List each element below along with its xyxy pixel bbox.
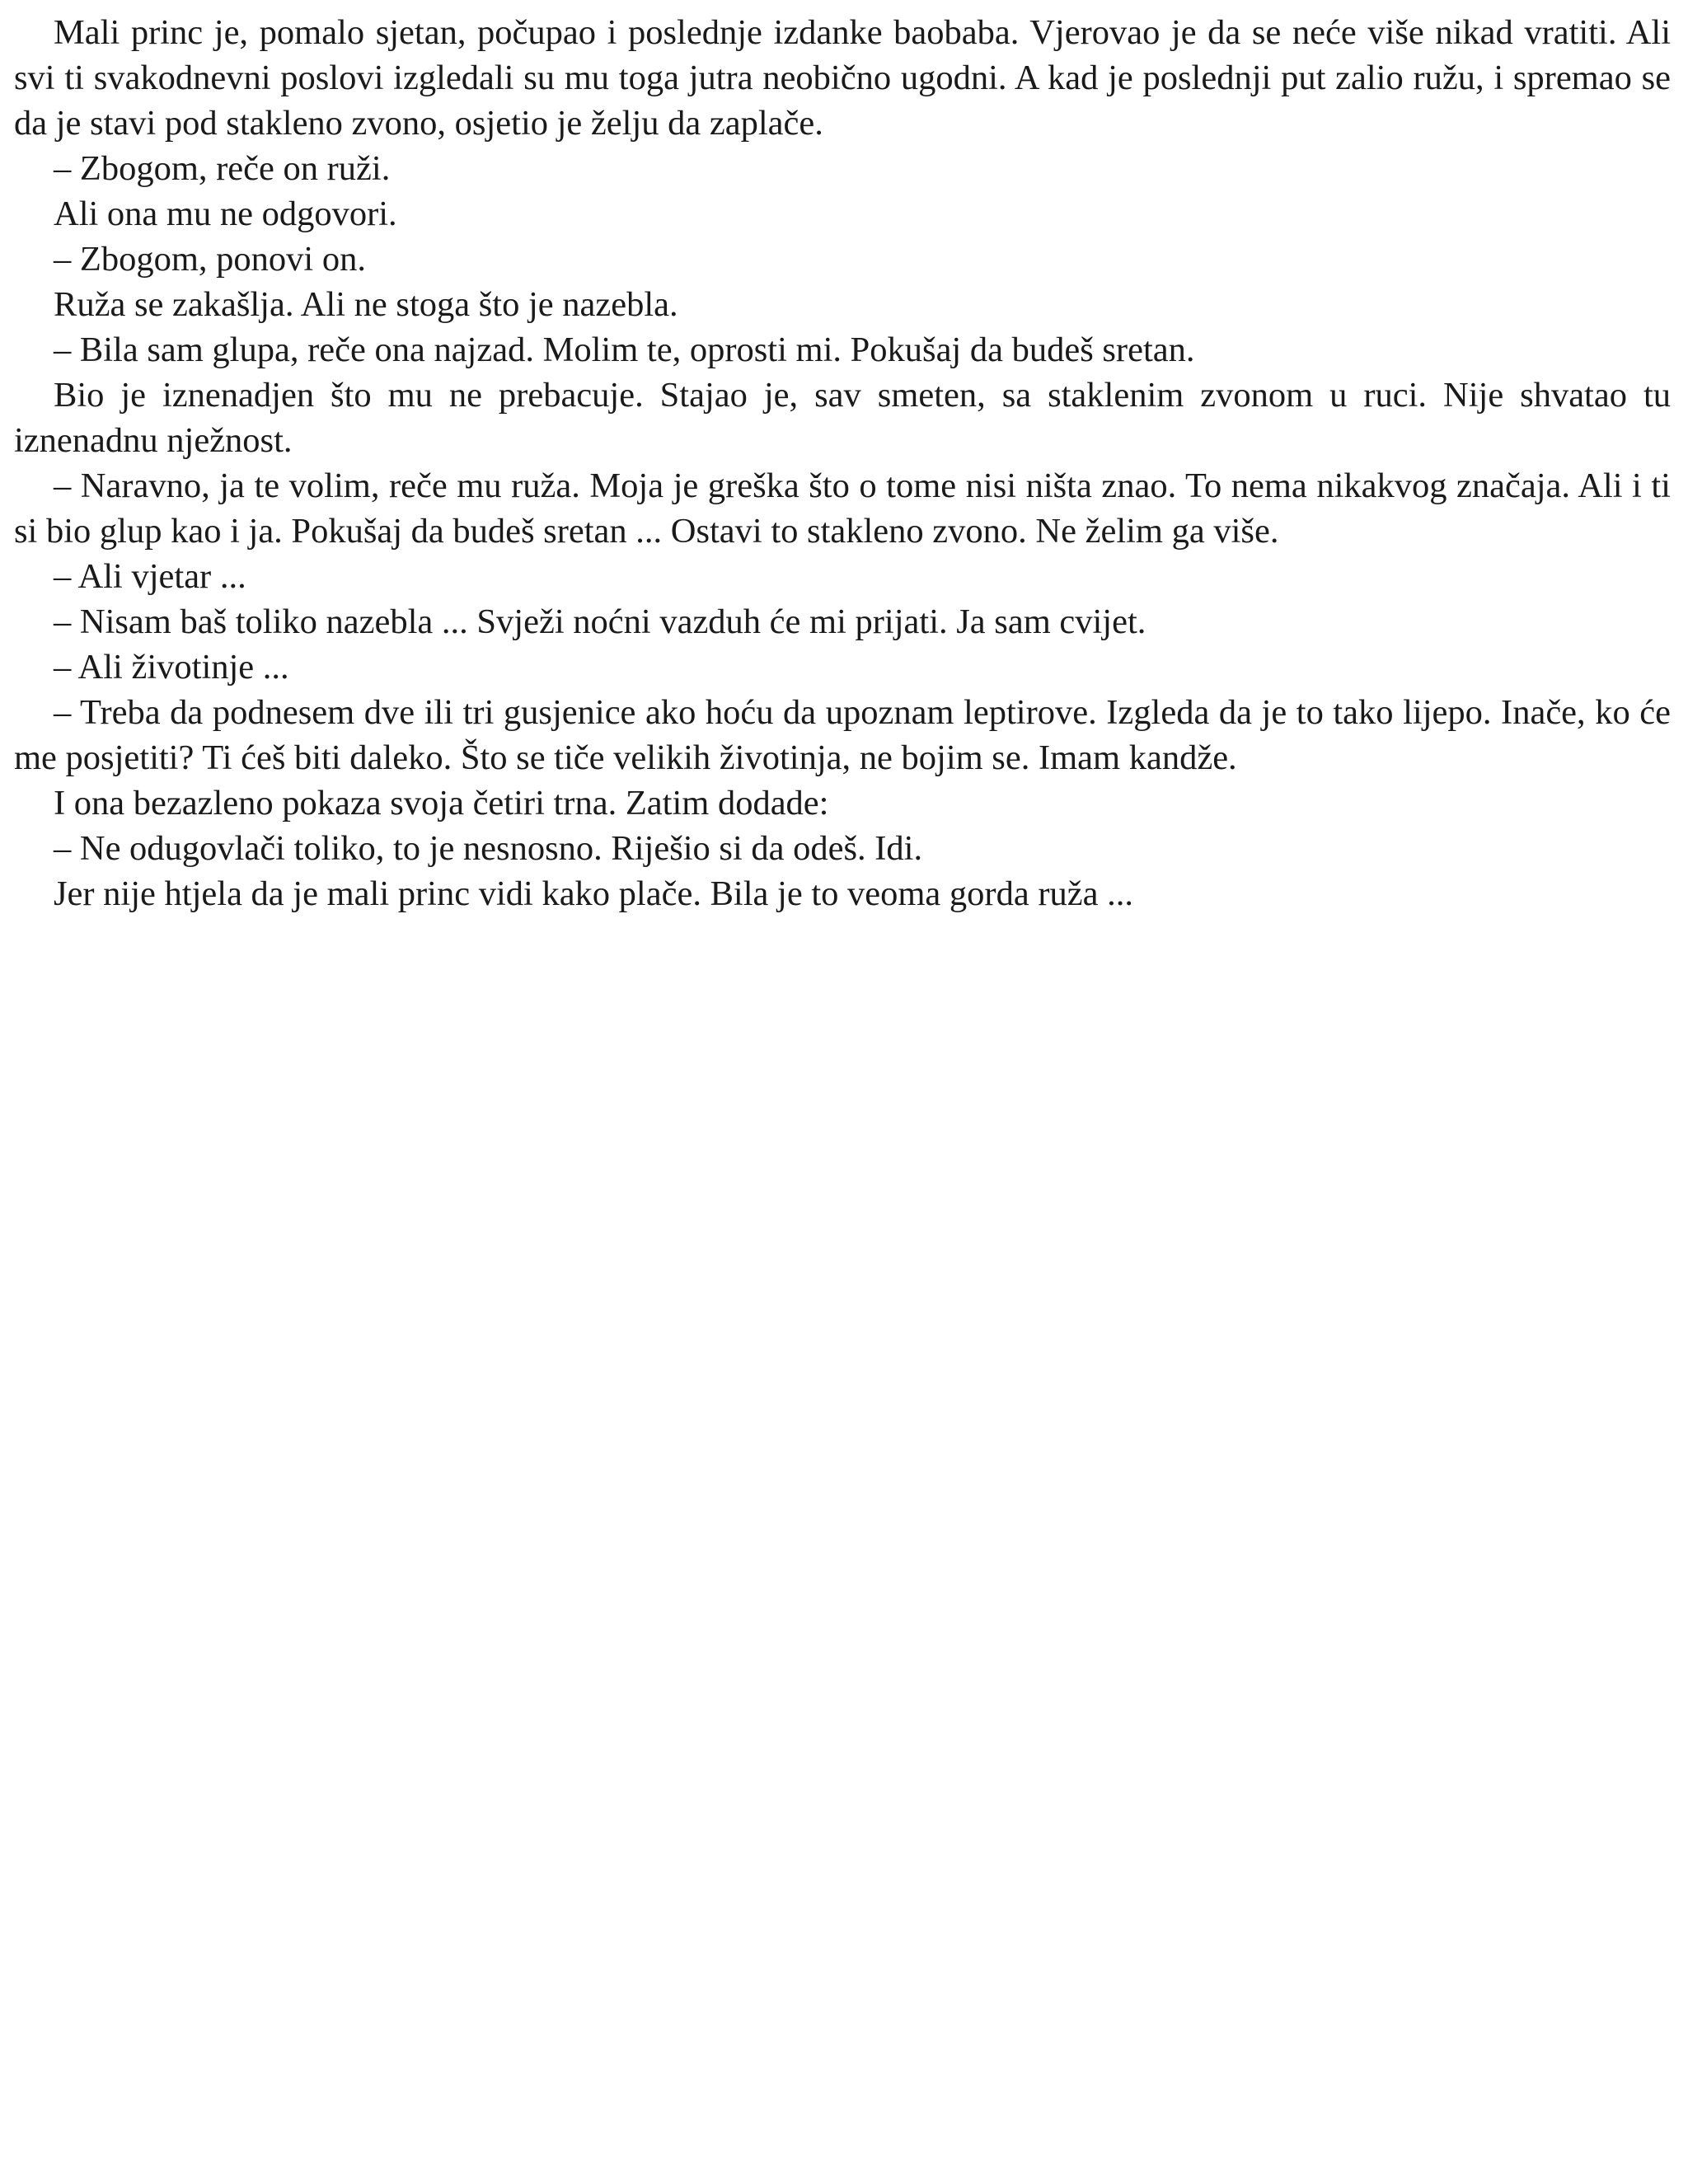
document-page (14, 10, 1671, 916)
paragraph-narration: Bio je iznenadjen što mu ne prebacuje. Stajao je, sav smeten, sa staklenim zvonom u ruci. Nije shvatao tu iznenadnu nježnost. (14, 376, 1671, 460)
paragraph-dialogue: – Zbogom, ponovi on. (54, 240, 366, 279)
paragraph-dialogue: – Ne odugovlači toliko, to je nesnosno. Riješio si da odeš. Idi. (54, 829, 923, 868)
paragraph-dialogue: – Zbogom, reče on ruži. (54, 149, 391, 188)
paragraph-dialogue: – Bila sam glupa, reče ona najzad. Molim te, oprosti mi. Pokušaj da budeš sretan. (54, 330, 1195, 369)
paragraph-dialogue: – Ali životinje ... (54, 648, 289, 687)
paragraph-dialogue: – Nisam baš toliko nazebla ... Svježi noćni vazduh će mi prijati. Ja sam cvijet. (54, 602, 1146, 641)
paragraph-dialogue: – Treba da podnesem dve ili tri gusjenice ako hoću da upoznam leptirove. Izgleda da je to tako lijepo. Inače, ko će me posjetiti? Ti ćeš biti daleko. Što se tiče velikih životinja, ne bojim se. Imam kandže. (14, 693, 1671, 777)
paragraph-narration: I ona bezazleno pokaza svoja četiri trna. Zatim dodade: (54, 784, 829, 823)
paragraph-narration: Ali ona mu ne odgovori. (54, 194, 397, 233)
paragraph-dialogue: – Ali vjetar ... (54, 557, 246, 596)
paragraph-opening: Mali princ je, pomalo sjetan, počupao i poslednje izdanke baobaba. Vjerovao je da se neće više nikad vratiti. Ali svi ti svakodnevni poslovi izgledali su mu toga jutra neobično ugodni. A kad je poslednji put zalio ružu, i spremao se da je stavi pod stakleno zvono, osjetio je želju da zaplače. (14, 13, 1671, 143)
paragraph-closing: Jer nije htjela da je mali princ vidi kako plače. Bila je to veoma gorda ruža ... (54, 874, 1133, 913)
paragraph-narration: Ruža se zakašlja. Ali ne stoga što je nazebla. (54, 285, 678, 324)
paragraph-dialogue: – Naravno, ja te volim, reče mu ruža. Moja je greška što o tome nisi ništa znao. To nema nikakvog značaja. Ali i ti si bio glup kao i ja. Pokušaj da budeš sretan ... Ostavi to stakleno zvono. Ne želim ga više. (14, 466, 1671, 551)
